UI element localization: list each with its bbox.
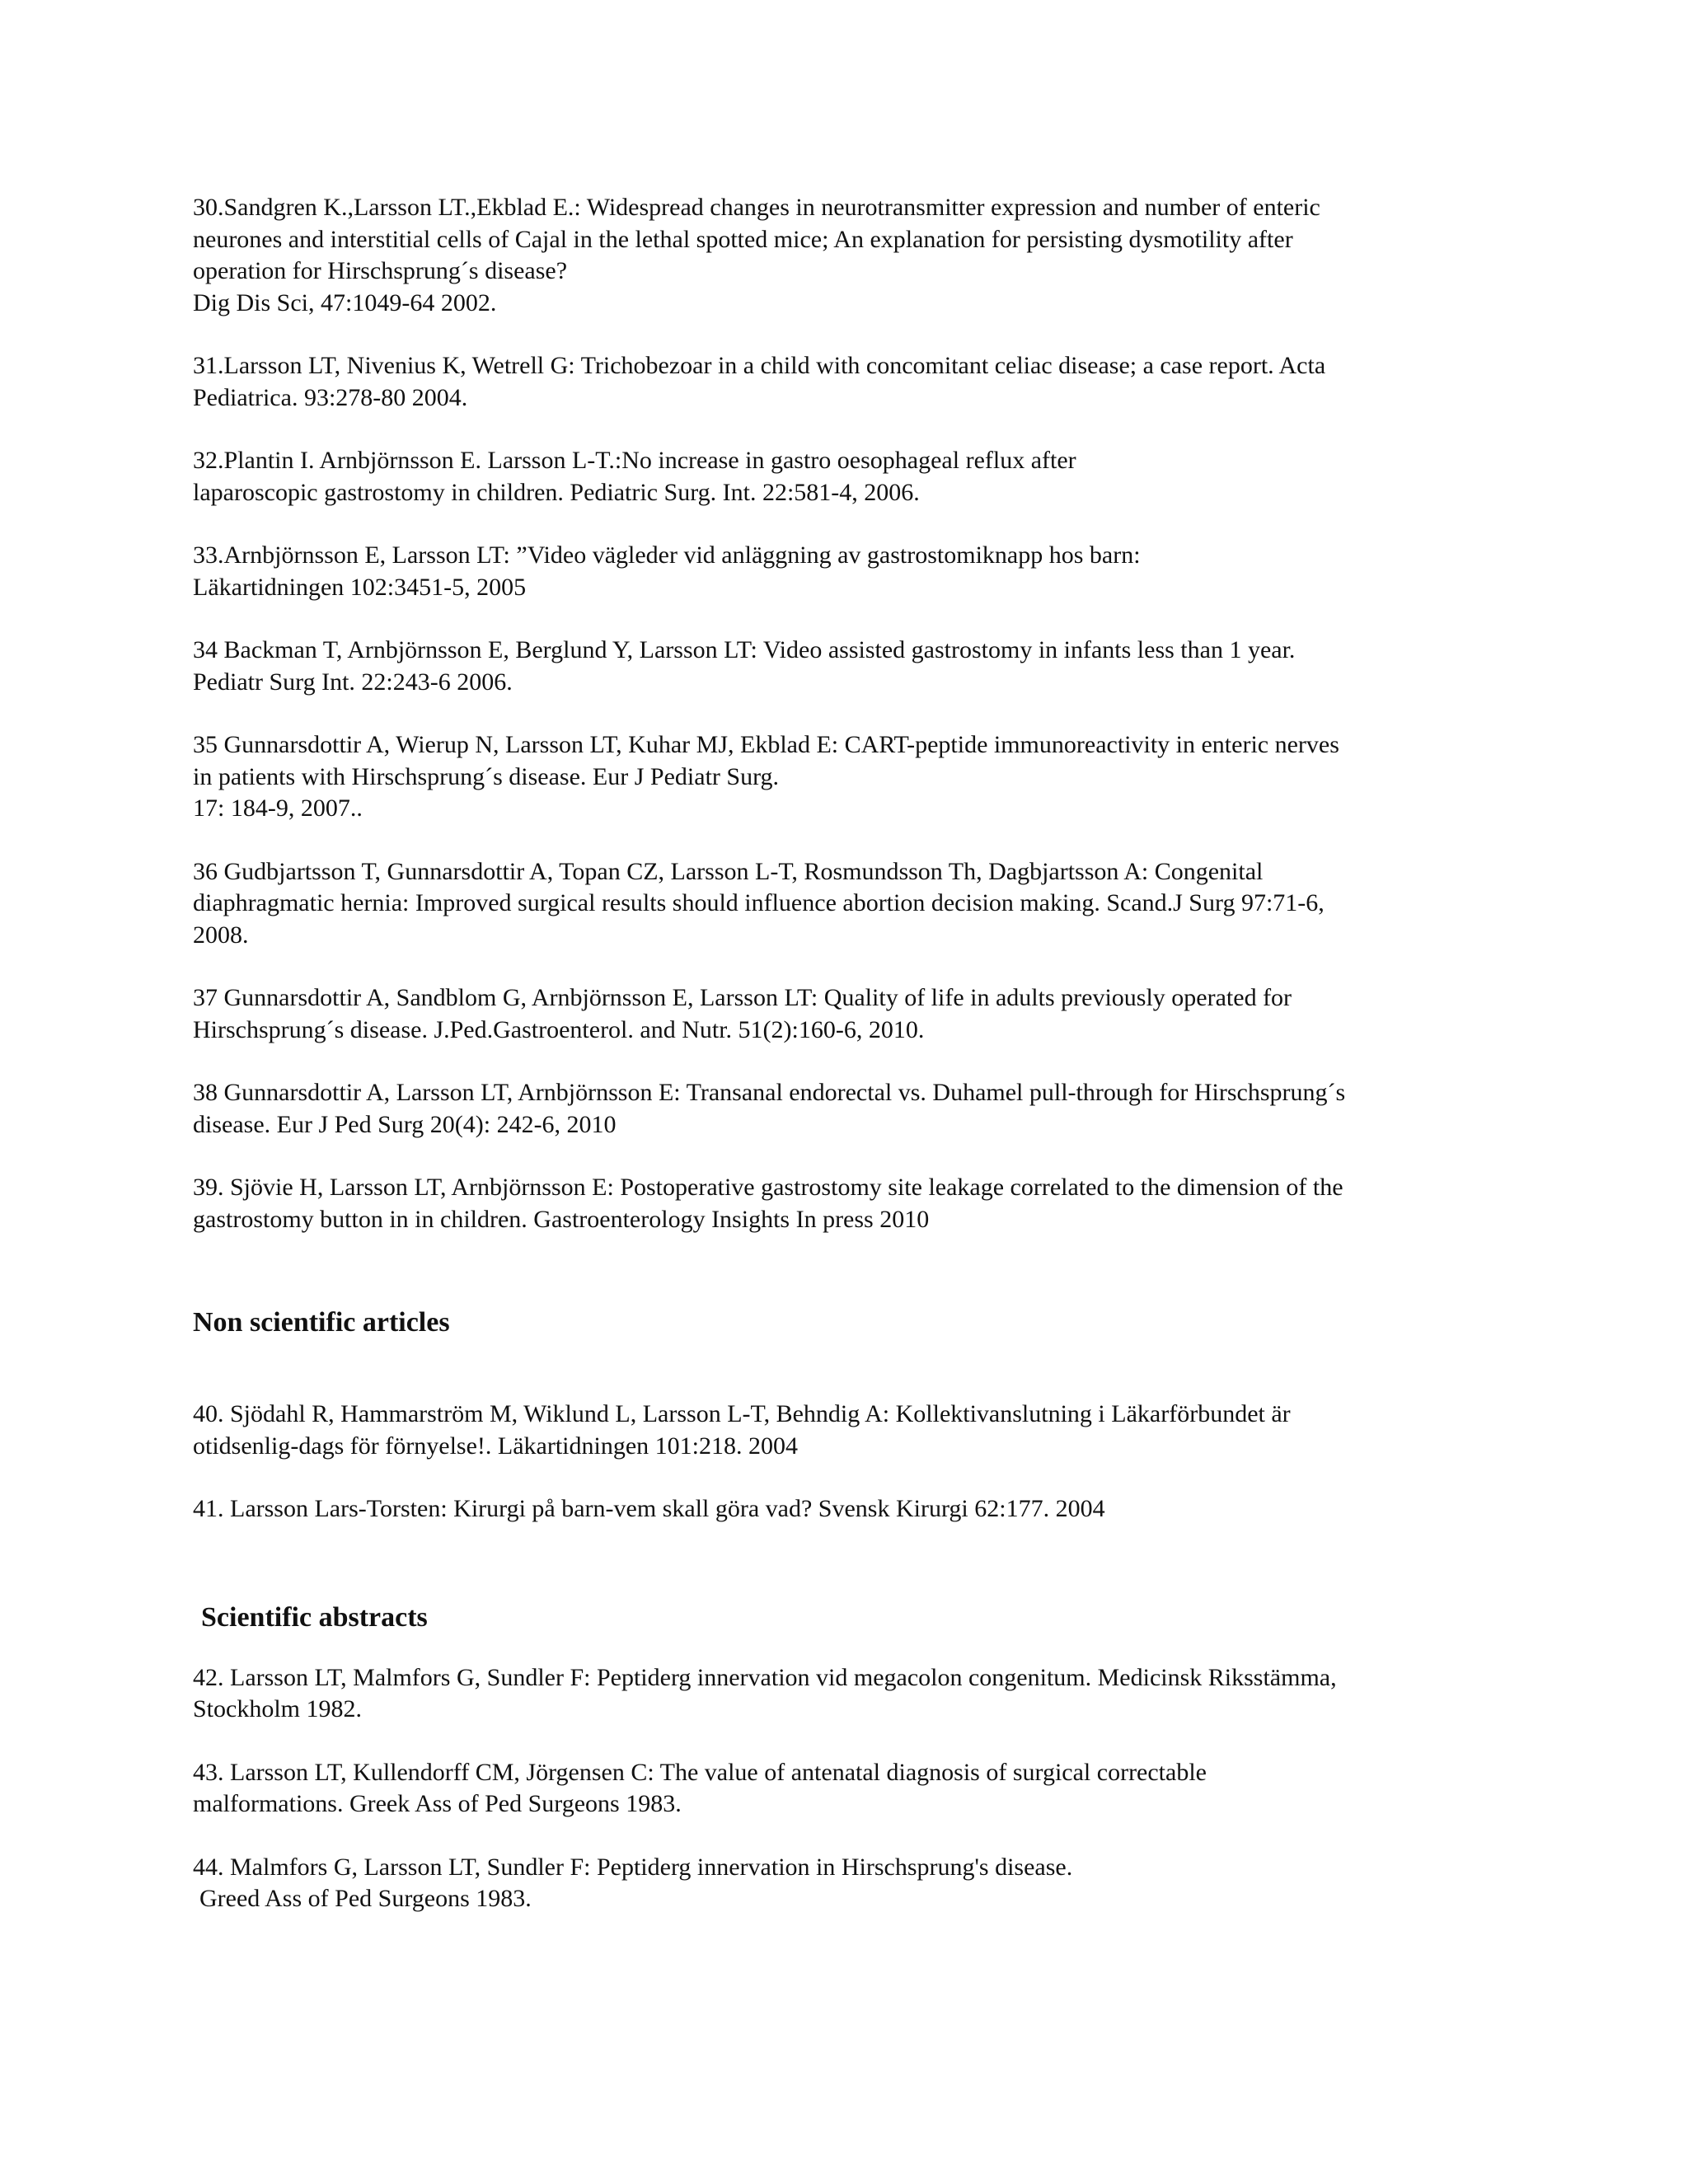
reference-44 bbox=[193, 1852, 1512, 1915]
reference-line: 43. Larsson LT, Kullendorff CM, Jörgensen C: The value of antenatal diagnosis of surgical correctable bbox=[193, 1758, 1207, 1786]
reference-line: Hirschsprung´s disease. J.Ped.Gastroenterol. and Nutr. 51(2):160-6, 2010. bbox=[193, 1015, 925, 1043]
reference-line: 42. Larsson LT, Malmfors G, Sundler F: Peptiderg innervation vid megacolon congenitum. Medicinsk Riksstämma, bbox=[193, 1663, 1337, 1691]
reference-line: 44. Malmfors G, Larsson LT, Sundler F: Peptiderg innervation in Hirschsprung's disease. bbox=[193, 1853, 1073, 1881]
reference-line: Dig Dis Sci, 47:1049-64 2002. bbox=[193, 288, 497, 316]
document-page bbox=[193, 192, 1512, 1915]
reference-39 bbox=[193, 1172, 1512, 1235]
reference-line: 41. Larsson Lars-Torsten: Kirurgi på barn-vem skall göra vad? Svensk Kirurgi 62:177. 2004 bbox=[193, 1495, 1105, 1522]
reference-33 bbox=[193, 540, 1512, 603]
reference-37 bbox=[193, 982, 1512, 1046]
reference-31 bbox=[193, 350, 1512, 414]
reference-line: gastrostomy button in in children. Gastroenterology Insights In press 2010 bbox=[193, 1205, 930, 1233]
reference-32 bbox=[193, 445, 1512, 509]
non-scientific-list bbox=[193, 1399, 1512, 1526]
reference-line: 34 Backman T, Arnbjörnsson E, Berglund Y, Larsson LT: Video assisted gastrostomy in infants less than 1 year. bbox=[193, 636, 1296, 663]
reference-line: in patients with Hirschsprung´s disease. Eur J Pediatr Surg. bbox=[193, 762, 780, 790]
reference-line: 31.Larsson LT, Nivenius K, Wetrell G: Trichobezoar in a child with concomitant celiac disease; a case report. Acta bbox=[193, 352, 1326, 379]
reference-line: 35 Gunnarsdottir A, Wierup N, Larsson LT, Kuhar MJ, Ekblad E: CART-peptide immunoreactivity in enteric nerves bbox=[193, 731, 1339, 758]
reference-line: Pediatrica. 93:278-80 2004. bbox=[193, 383, 468, 411]
reference-line: 36 Gudbjartsson T, Gunnarsdottir A, Topan CZ, Larsson L-T, Rosmundsson Th, Dagbjartsson A: Congenital bbox=[193, 857, 1264, 885]
reference-41 bbox=[193, 1493, 1512, 1526]
reference-line: malformations. Greek Ass of Ped Surgeons 1983. bbox=[193, 1790, 682, 1817]
reference-43 bbox=[193, 1757, 1512, 1821]
reference-line: 2008. bbox=[193, 921, 249, 949]
reference-line: Greed Ass of Ped Surgeons 1983. bbox=[199, 1885, 532, 1912]
reference-35 bbox=[193, 729, 1512, 825]
reference-line: 38 Gunnarsdottir A, Larsson LT, Arnbjörnsson E: Transanal endorectal vs. Duhamel pull-through for Hirschsprung´s bbox=[193, 1079, 1346, 1106]
reference-line: 17: 184-9, 2007.. bbox=[193, 794, 363, 822]
reference-line: neurones and interstitial cells of Cajal in the lethal spotted mice; An explanation for persisting dysmotility after bbox=[193, 225, 1293, 253]
section-heading-non-scientific: Non scientific articles bbox=[193, 1307, 450, 1338]
reference-line: Stockholm 1982. bbox=[193, 1695, 363, 1722]
reference-line: laparoscopic gastrostomy in children. Pediatric Surg. Int. 22:581-4, 2006. bbox=[193, 478, 920, 506]
reference-30 bbox=[193, 192, 1512, 319]
reference-line: 30.Sandgren K.,Larsson LT.,Ekblad E.: Widespread changes in neurotransmitter expression and number of enteric bbox=[193, 194, 1320, 221]
section-heading-scientific-abstracts: Scientific abstracts bbox=[201, 1601, 428, 1633]
reference-line: operation for Hirschsprung´s disease? bbox=[193, 257, 568, 284]
reference-line: 39. Sjövie H, Larsson LT, Arnbjörnsson E: Postoperative gastrostomy site leakage correlated to the dimension of the bbox=[193, 1174, 1343, 1201]
reference-42 bbox=[193, 1662, 1512, 1726]
scientific-abstracts-list bbox=[193, 1662, 1512, 1915]
reference-40 bbox=[193, 1399, 1512, 1462]
reference-38 bbox=[193, 1077, 1512, 1141]
reference-line: Läkartidningen 102:3451-5, 2005 bbox=[193, 573, 527, 601]
reference-line: Pediatr Surg Int. 22:243-6 2006. bbox=[193, 668, 513, 696]
reference-list bbox=[193, 192, 1512, 1235]
reference-34 bbox=[193, 635, 1512, 698]
reference-line: 37 Gunnarsdottir A, Sandblom G, Arnbjörnsson E, Larsson LT: Quality of life in adults previously operated for bbox=[193, 984, 1292, 1011]
reference-line: diaphragmatic hernia: Improved surgical results should influence abortion decision making. Scand.J Surg 97:71-6, bbox=[193, 889, 1325, 916]
reference-line: otidsenlig-dags för förnyelse!. Läkartidningen 101:218. 2004 bbox=[193, 1432, 799, 1460]
reference-line: 32.Plantin I. Arnbjörnsson E. Larsson L-T.:No increase in gastro oesophageal reflux after bbox=[193, 447, 1076, 474]
reference-36 bbox=[193, 856, 1512, 952]
reference-line: 40. Sjödahl R, Hammarström M, Wiklund L, Larsson L-T, Behndig A: Kollektivanslutning i Läkarförbundet är bbox=[193, 1400, 1291, 1427]
reference-line: disease. Eur J Ped Surg 20(4): 242-6, 2010 bbox=[193, 1110, 617, 1138]
reference-line: 33.Arnbjörnsson E, Larsson LT: ”Video vägleder vid anläggning av gastrostomiknapp hos barn: bbox=[193, 541, 1141, 569]
